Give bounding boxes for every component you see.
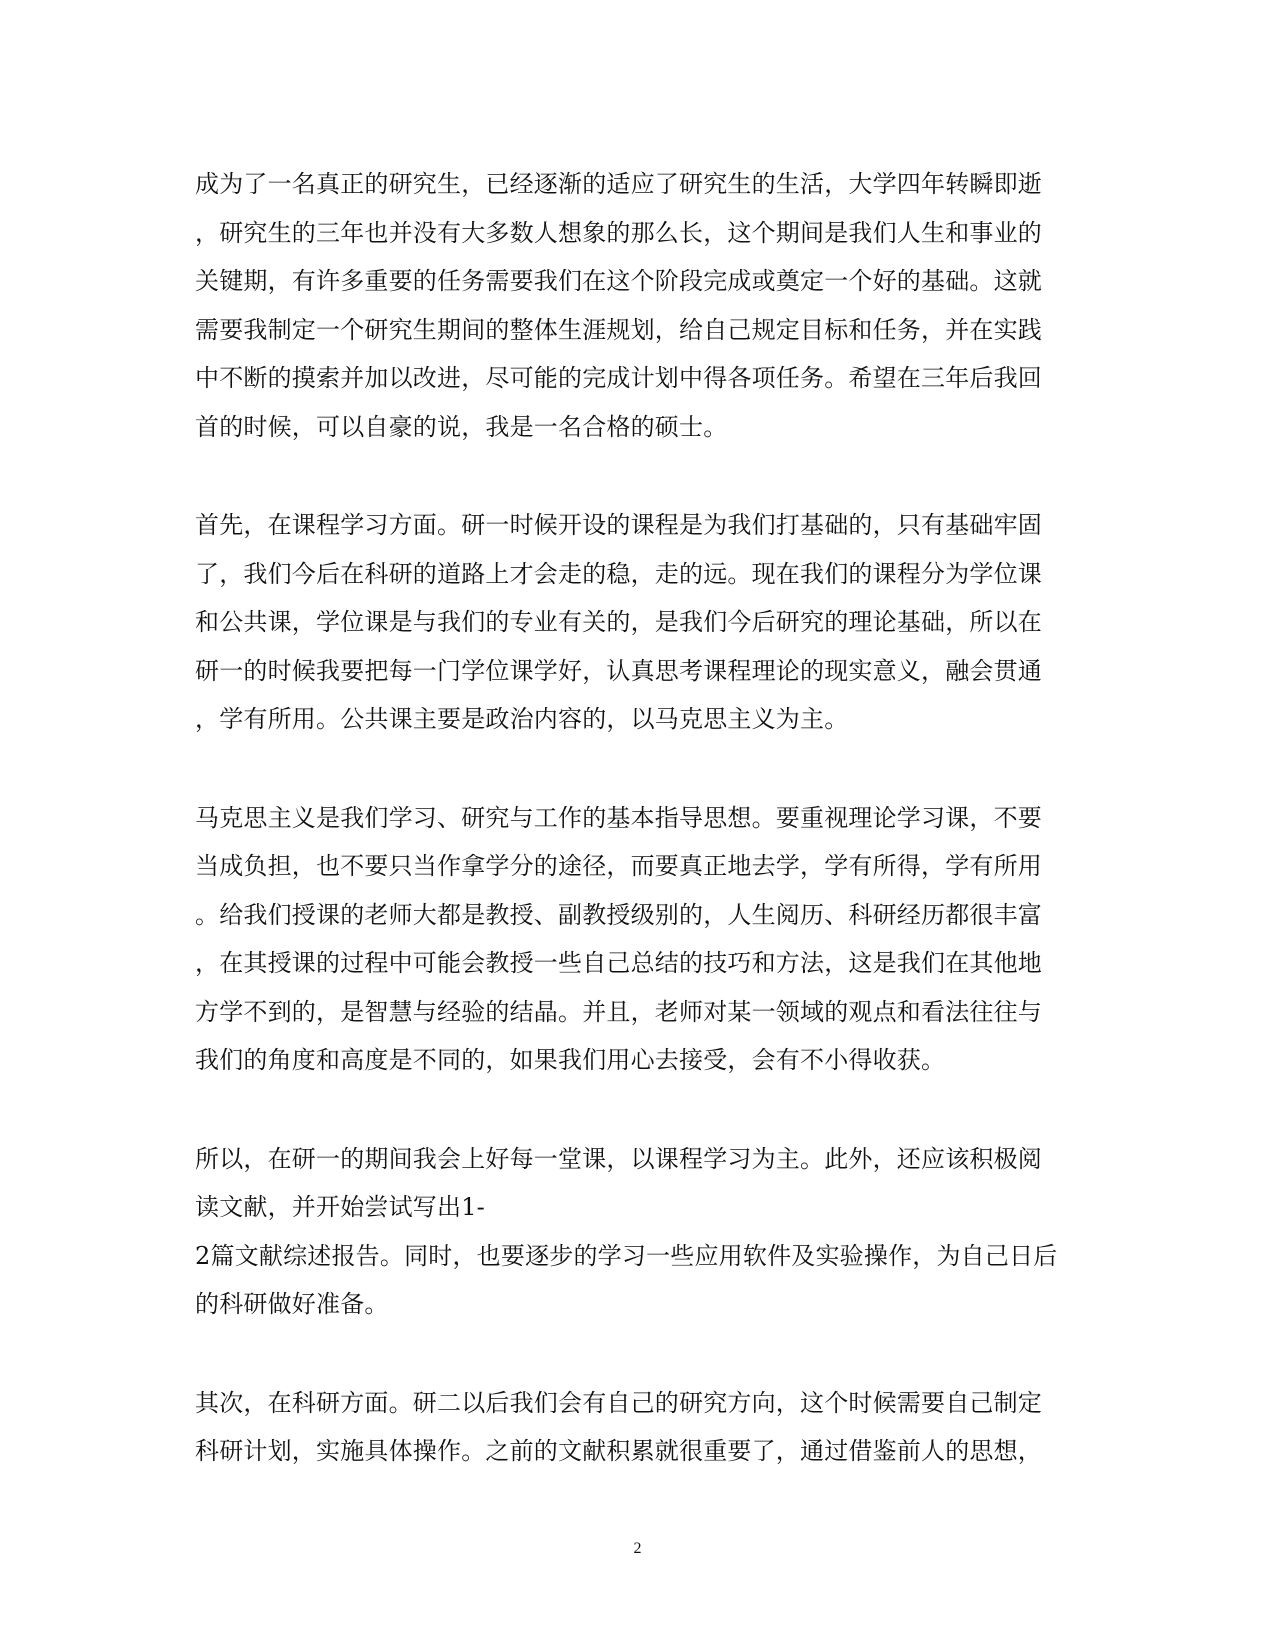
text-line: ，在其授课的过程中可能会教授一些自己总结的技巧和方法，这是我们在其他地 [195, 949, 1042, 977]
paragraph-3 [195, 794, 1085, 1085]
paragraph-5 [195, 1379, 1085, 1476]
text-line: 读文献，并开始尝试写出1- [195, 1193, 485, 1221]
text-line: 当成负担，也不要只当作拿学分的途径，而要真正地去学，学有所得，学有所用 [195, 852, 1042, 880]
text-line: 首的时候，可以自豪的说，我是一名合格的硕士。 [195, 412, 728, 441]
text-line: 成为了一名真正的研究生，已经逐渐的适应了研究生的生活，大学四年转瞬即逝 [195, 170, 1042, 198]
text-line: 中不断的摸索并加以改进，尽可能的完成计划中得各项任务。希望在三年后我回 [195, 364, 1042, 392]
text-line: 的科研做好准备。 [195, 1290, 389, 1318]
text-line: ，研究生的三年也并没有大多数人想象的那么长，这个期间是我们人生和事业的 [195, 218, 1042, 247]
text-line: 需要我制定一个研究生期间的整体生涯规划，给自己规定目标和任务，并在实践 [195, 315, 1042, 344]
text-line: 首先，在课程学习方面。研一时候开设的课程是为我们打基础的，只有基础牢固 [195, 511, 1042, 539]
text-line: 和公共课，学位课是与我们的专业有关的，是我们今后研究的理论基础，所以在 [195, 608, 1042, 636]
text-line: 马克思主义是我们学习、研究与工作的基本指导思想。要重视理论学习课，不要 [195, 803, 1042, 832]
text-line: 方学不到的，是智慧与经验的结晶。并且，老师对某一领域的观点和看法往往与 [195, 997, 1042, 1026]
text-line: ，学有所用。公共课主要是政治内容的，以马克思主义为主。 [195, 705, 849, 733]
text-line: 研一的时候我要把每一门学位课学好，认真思考课程理论的现实意义，融会贯通 [195, 656, 1042, 685]
text-line: 2篇文献综述报告。同时，也要逐步的学习一些应用软件及实验操作，为自己日后 [195, 1241, 1058, 1270]
text-line: 科研计划，实施具体操作。之前的文献积累就很重要了，通过借鉴前人的思想， [195, 1437, 1042, 1465]
text-line: 了，我们今后在科研的道路上才会走的稳，走的远。现在我们的课程分为学位课 [195, 559, 1042, 588]
text-line: 。给我们授课的老师大都是教授、副教授级别的，人生阅历、科研经历都很丰富 [195, 900, 1042, 929]
text-line: 其次，在科研方面。研二以后我们会有自己的研究方向，这个时候需要自己制定 [195, 1388, 1042, 1417]
body-text [195, 160, 1085, 1526]
paragraph-4 [195, 1135, 1085, 1329]
text-line: 所以，在研一的期间我会上好每一堂课，以课程学习为主。此外，还应该积极阅 [195, 1144, 1042, 1173]
text-line: 我们的角度和高度是不同的，如果我们用心去接受，会有不小得收获。 [195, 1046, 946, 1074]
page-number: 2 [633, 1540, 642, 1557]
paragraph-1 [195, 160, 1085, 451]
text-line: 关键期，有许多重要的任务需要我们在这个阶段完成或奠定一个好的基础。这就 [195, 267, 1042, 295]
paragraph-2 [195, 501, 1085, 744]
